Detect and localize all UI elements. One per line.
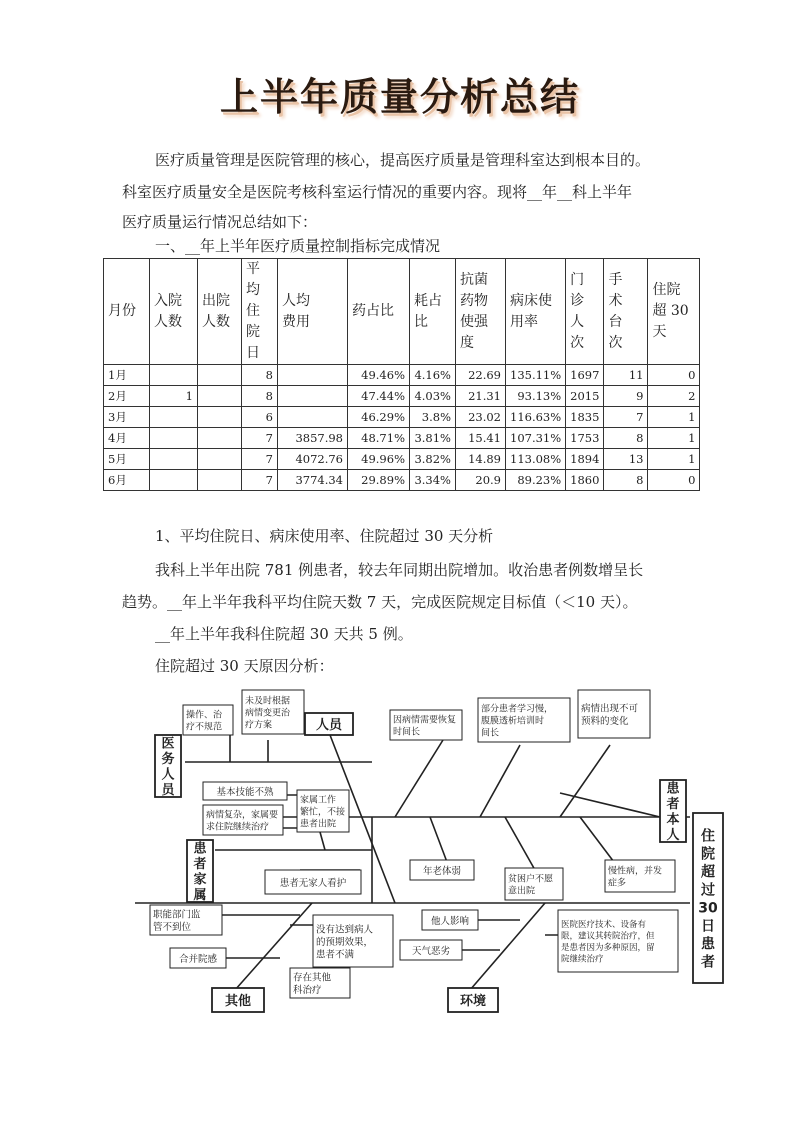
svg-text:医院医疗技术、设备有: 医院医疗技术、设备有 [561,920,647,931]
table-row [104,449,700,470]
table-cell [278,365,348,386]
fishbone-box-c-expect [313,915,393,967]
svg-text:家属工作: 家属工作 [300,795,337,806]
table-cell: 1 [150,386,198,407]
fishbone-box-c-comp [170,948,226,968]
svg-text:患者无家人看护: 患者无家人看护 [279,877,347,889]
table-header-row [104,259,700,365]
svg-text:日: 日 [701,918,715,935]
table-cell [150,449,198,470]
svg-text:者: 者 [701,954,715,971]
svg-text:没有达到病人: 没有达到病人 [316,924,374,936]
svg-text:意出院: 意出院 [508,886,536,897]
table-cell [198,365,242,386]
svg-text:住: 住 [701,828,715,845]
table-cell: 23.02 [456,407,506,428]
table-cell [198,407,242,428]
svg-text:超: 超 [701,864,715,881]
table-cell [150,470,198,491]
table-cell: 14.89 [456,449,506,470]
table-cell: 29.89% [348,470,410,491]
fishbone-box-cat-medical [155,735,181,798]
intro-line-2: 科室医疗质量安全是医院考核科室运行情况的重要内容。现将__年__科上半年 [122,183,633,201]
table-header-cell: 手 术 台 次 [604,259,648,365]
table-header-cell: 门 诊 人 次 [566,259,604,365]
svg-text:其他: 其他 [224,993,252,1009]
svg-text:职能部门监: 职能部门监 [153,909,201,921]
fishbone-box-c-poor [505,868,563,900]
table-cell: 8 [242,386,278,407]
svg-text:环境: 环境 [459,993,487,1009]
table-cell: 1月 [104,365,150,386]
table-cell: 2月 [104,386,150,407]
analysis-heading: 1、平均住院日、病床使用率、住院超过 30 天分析 [155,527,494,545]
table-cell [278,386,348,407]
table-cell: 13 [604,449,648,470]
svg-text:是患者因为多种原因，留: 是患者因为多种原因，留 [561,943,655,954]
section-heading: 一、__年上半年医疗质量控制指标完成情况 [155,237,441,255]
table-header-cell: 耗占 比 [410,259,456,365]
table-cell: 7 [604,407,648,428]
svg-text:患: 患 [701,936,715,953]
table-row [104,407,700,428]
svg-text:疗方案: 疗方案 [245,720,273,731]
fishbone-box-c-op [183,705,233,735]
svg-text:管不到位: 管不到位 [153,922,192,933]
svg-text:限，建议其转院治疗，但: 限，建议其转院治疗，但 [561,931,655,942]
table-cell: 49.46% [348,365,410,386]
fishbone-box-c-others-inf [422,910,478,930]
svg-text:者: 者 [193,856,207,872]
svg-text:患: 患 [666,781,680,797]
table-cell [150,365,198,386]
table-cell: 20.9 [456,470,506,491]
fishbone-box-c-hospital [558,910,678,972]
analysis-para-1a: 我科上半年出院 781 例患者，较去年同期出院增加。收治患者例数增呈长 [155,561,644,579]
table-cell: 7 [242,470,278,491]
table-header-cell: 抗菌 药物 使强 度 [456,259,506,365]
svg-text:院: 院 [701,846,715,863]
table-header-cell: 平 均 住 院 日 [242,259,278,365]
table-cell [198,470,242,491]
svg-text:病情复杂，家属要: 病情复杂，家属要 [206,810,279,821]
svg-text:患者不满: 患者不满 [316,949,355,961]
table-cell: 11 [604,365,648,386]
svg-text:患: 患 [193,841,207,857]
fishbone-box-c-plan [242,690,304,734]
svg-text:病情出现不可: 病情出现不可 [581,703,639,715]
analysis-para-1b: 趋势。__年上半年我科平均住院天数 7 天，完成医院规定目标值（＜10 天）。 [122,593,638,611]
svg-text:天气恶劣: 天气恶劣 [411,945,451,957]
table-row [104,386,700,407]
table-cell [278,407,348,428]
table-cell: 3857.98 [278,428,348,449]
fishbone-box-cat-other [212,988,264,1012]
svg-text:人: 人 [161,767,175,783]
intro-line-1: 医疗质量管理是医院管理的核心，提高医疗质量是管理科室达到根本目的。 [155,151,651,169]
svg-text:医: 医 [161,736,175,752]
svg-text:者: 者 [666,796,680,812]
table-cell: 22.69 [456,365,506,386]
fishbone-box-c-dept [150,905,222,935]
table-cell: 0 [648,470,700,491]
svg-text:腹膜透析培训时: 腹膜透析培训时 [481,716,545,727]
table-cell: 3.82% [410,449,456,470]
svg-text:求住院继续治疗: 求住院继续治疗 [206,822,270,833]
table-header-cell: 药占比 [348,259,410,365]
svg-text:务: 务 [161,751,175,767]
svg-text:人员: 人员 [315,717,343,733]
table-cell: 21.31 [456,386,506,407]
table-cell: 1753 [566,428,604,449]
table-cell: 1860 [566,470,604,491]
fishbone-box-c-fam-complex [203,805,283,835]
table-header-cell: 人均 费用 [278,259,348,365]
svg-text:年老体弱: 年老体弱 [422,865,462,877]
svg-text:30: 30 [698,900,718,917]
table-cell: 2015 [566,386,604,407]
table-cell: 135.11% [506,365,566,386]
table-cell: 48.71% [348,428,410,449]
svg-text:未及时根据: 未及时根据 [245,696,291,707]
table-cell: 6月 [104,470,150,491]
table-cell: 107.31% [506,428,566,449]
table-cell: 8 [242,365,278,386]
svg-text:合并院感: 合并院感 [178,953,218,965]
fishbone-box-cat-family [187,840,213,903]
svg-text:操作、治: 操作、治 [186,710,223,721]
table-cell: 8 [604,428,648,449]
table-cell: 0 [648,365,700,386]
intro-line-3: 医疗质量运行情况总结如下： [122,213,318,231]
svg-text:患者出院: 患者出院 [300,819,337,830]
fishbone-box-c-fam-busy [297,790,349,832]
svg-text:他人影响: 他人影响 [430,915,470,927]
table-row [104,428,700,449]
table-cell: 1894 [566,449,604,470]
table-cell: 113.08% [506,449,566,470]
table-cell: 9 [604,386,648,407]
svg-text:因病情需要恢复: 因病情需要恢复 [393,715,457,726]
table-cell: 6 [242,407,278,428]
table-cell: 7 [242,428,278,449]
table-cell: 5月 [104,449,150,470]
quality-table [103,258,700,491]
svg-text:预料的变化: 预料的变化 [581,716,629,727]
fishbone-box-c-recover [390,710,462,740]
table-cell: 1835 [566,407,604,428]
table-header-cell: 病床使 用率 [506,259,566,365]
table-cell: 4月 [104,428,150,449]
fishbone-box-c-old [410,860,474,880]
table-cell: 47.44% [348,386,410,407]
table-header-cell: 月份 [104,259,150,365]
svg-text:基本技能不熟: 基本技能不熟 [216,786,274,798]
table-cell: 4072.76 [278,449,348,470]
svg-text:属: 属 [193,887,207,903]
table-cell: 3.81% [410,428,456,449]
svg-text:本: 本 [666,812,680,828]
table-cell: 3月 [104,407,150,428]
svg-text:科治疗: 科治疗 [293,985,322,996]
table-cell: 49.96% [348,449,410,470]
table-cell: 46.29% [348,407,410,428]
fishbone-box-c-other-disease [290,968,350,998]
svg-text:存在其他: 存在其他 [293,972,332,984]
svg-text:慢性病，并发: 慢性病，并发 [608,866,663,877]
svg-text:员: 员 [161,782,175,798]
svg-text:的预期效果，: 的预期效果， [316,936,374,948]
svg-text:部分患者学习慢，: 部分患者学习慢， [481,704,554,715]
svg-text:过: 过 [701,882,715,899]
svg-text:人: 人 [666,827,680,843]
page-title: 上半年质量分析总结 [219,75,580,119]
table-header-cell: 住院 超 30 天 [648,259,700,365]
table-cell: 1 [648,428,700,449]
table-cell: 1697 [566,365,604,386]
svg-text:院继续治疗: 院继续治疗 [561,954,604,965]
table-cell: 7 [242,449,278,470]
table-cell: 3774.34 [278,470,348,491]
fishbone-box-cat-staff [305,713,353,735]
table-cell: 3.34% [410,470,456,491]
table-cell: 116.63% [506,407,566,428]
fishbone-box-head [693,813,723,983]
fishbone-box-cat-patient [660,780,686,843]
table-cell [198,449,242,470]
table-cell: 93.13% [506,386,566,407]
table-cell: 4.16% [410,365,456,386]
table-row [104,470,700,491]
table-cell: 89.23% [506,470,566,491]
svg-text:病情变更治: 病情变更治 [245,708,291,719]
fishbone-box-c-chronic [605,860,675,892]
table-row [104,365,700,386]
analysis-para-3: 住院超过 30 天原因分析： [155,657,334,675]
svg-text:间长: 间长 [481,728,500,739]
table-cell: 1 [648,449,700,470]
fishbone-box-c-unpred [578,690,650,738]
table-cell: 2 [648,386,700,407]
fishbone-diagram [0,680,800,1020]
fishbone-box-c-dialysis [478,698,570,742]
table-cell: 4.03% [410,386,456,407]
svg-text:家: 家 [193,872,207,888]
svg-text:贫困户不愿: 贫困户不愿 [508,874,554,885]
analysis-para-2: __年上半年我科住院超 30 天共 5 例。 [155,625,413,643]
table-cell [150,428,198,449]
svg-text:疗不规范: 疗不规范 [186,722,223,733]
table-cell: 15.41 [456,428,506,449]
svg-text:繁忙，不接: 繁忙，不接 [300,807,346,818]
fishbone-box-cat-env [448,988,498,1012]
table-header-cell: 出院 人数 [198,259,242,365]
table-cell [150,407,198,428]
table-cell: 8 [604,470,648,491]
table-cell: 1 [648,407,700,428]
table-cell [198,386,242,407]
svg-text:时间长: 时间长 [393,727,421,738]
svg-text:症多: 症多 [608,878,627,889]
table-header-cell: 入院 人数 [150,259,198,365]
table-body [104,365,700,491]
fishbone-box-c-weather [400,940,462,960]
table-cell [198,428,242,449]
table-cell: 3.8% [410,407,456,428]
fishbone-box-c-skill [203,782,287,800]
fishbone-box-c-no-carer [265,870,361,894]
